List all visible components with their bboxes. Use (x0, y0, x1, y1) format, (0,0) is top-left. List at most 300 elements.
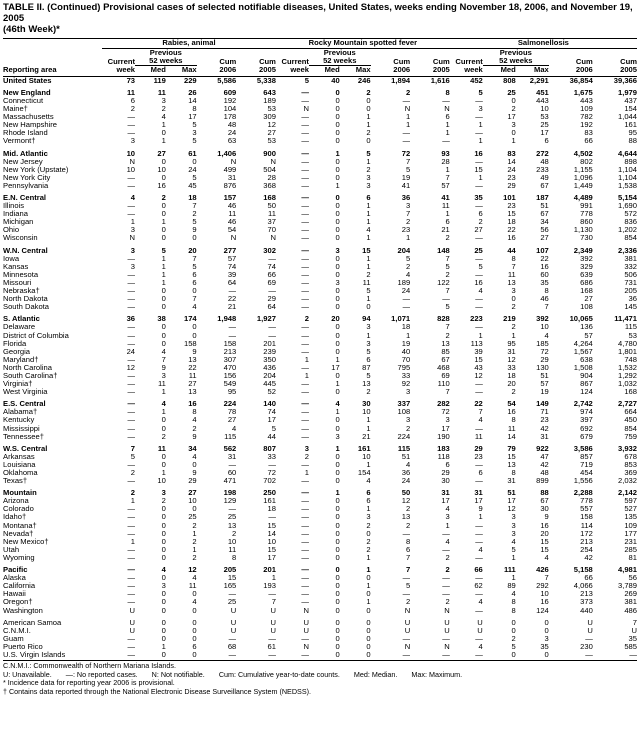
value-cell: 15 (507, 210, 516, 219)
value-cell: 5 (445, 303, 450, 312)
value-cell: 0 (161, 598, 166, 607)
value-cell: — (127, 477, 136, 486)
value-cell: 168 (580, 287, 593, 296)
reporting-area-cell: Oklahoma (3, 469, 38, 477)
value-cell: 486 (624, 606, 637, 615)
value-cell: — (301, 149, 309, 158)
value-cell: — (268, 650, 276, 659)
value-cell: 4 (161, 113, 166, 122)
table-row (3, 332, 637, 340)
value-cell: — (585, 650, 593, 659)
value-cell: 51 (401, 452, 411, 461)
previous-label: Previous (149, 48, 182, 58)
value-cell: 5 (511, 545, 516, 554)
value-cell: 853 (624, 460, 637, 469)
value-cell: 30 (540, 505, 549, 514)
value-cell: 0 (335, 416, 340, 425)
value-cell: 3 (304, 444, 309, 453)
value-cell: 60 (540, 270, 549, 279)
value-cell: 2 (161, 105, 166, 114)
value-cell: 13 (188, 388, 197, 397)
value-cell: — (301, 194, 309, 202)
value-cell: 0 (511, 129, 516, 138)
value-cell: 638 (580, 355, 593, 364)
value-cell: 44 (507, 246, 516, 255)
value-cell: 2 (405, 505, 411, 514)
value-cell: 0 (335, 331, 340, 340)
value-cell: 230 (580, 642, 593, 651)
reporting-area-cell: C.N.M.I. (3, 626, 31, 635)
med-label: Med (135, 66, 166, 77)
value-cell: — (127, 566, 136, 575)
value-cell: 0 (335, 582, 340, 591)
reporting-area-cell: Ohio (3, 226, 20, 235)
value-cell: 85 (441, 347, 450, 356)
value-cell: 639 (580, 270, 593, 279)
value-cell: — (127, 634, 136, 643)
value-cell: — (475, 460, 483, 469)
legend-maximum: Max: Maximum. (411, 669, 463, 679)
value-cell: — (442, 529, 450, 538)
value-cell: 2 (445, 553, 450, 562)
value-cell: 1 (192, 545, 197, 554)
value-cell: 51 (540, 202, 549, 211)
value-cell: 1,292 (617, 371, 637, 380)
value-cell: 1,616 (430, 76, 450, 85)
table-row (3, 461, 637, 469)
value-cell: — (268, 254, 276, 263)
value-cell: — (475, 424, 483, 433)
value-cell: 10 (126, 165, 136, 174)
value-cell: 154 (624, 105, 637, 114)
value-cell: 161 (357, 444, 371, 453)
value-cell: 2 (445, 270, 450, 279)
previous-label: Previous (499, 48, 532, 58)
reporting-area-cell: American Samoa (3, 618, 62, 627)
value-cell: U (587, 618, 593, 627)
value-cell: 3 (161, 489, 166, 498)
value-cell: — (127, 424, 136, 433)
value-cell: 1 (445, 210, 450, 219)
value-cell: — (127, 287, 136, 296)
table-row (3, 348, 637, 356)
value-cell: — (301, 121, 309, 130)
value-cell: 7 (405, 157, 411, 166)
reporting-area-header: Reporting area (3, 66, 102, 77)
value-cell: 0 (161, 618, 166, 627)
value-cell: 643 (263, 88, 276, 97)
value-cell: — (301, 505, 309, 514)
value-cell: 1 (366, 218, 371, 227)
value-cell: 3 (161, 582, 166, 591)
value-cell: 0 (335, 323, 340, 332)
value-cell: 679 (580, 432, 593, 441)
reporting-area-cell: Connecticut (3, 96, 44, 105)
value-cell: 5 (405, 254, 411, 263)
value-cell: 40 (401, 347, 411, 356)
table-row (3, 303, 637, 311)
reporting-area-cell: South Carolina† (3, 371, 58, 380)
table-row (3, 279, 637, 287)
value-cell: 48 (540, 157, 549, 166)
value-cell: N (303, 642, 309, 651)
value-cell: 2,336 (617, 246, 637, 255)
reporting-area-cell: Utah (3, 545, 20, 554)
value-cell: 0 (192, 618, 197, 627)
max-label: Max (340, 66, 371, 77)
value-cell: 572 (624, 210, 637, 219)
table-row (3, 210, 637, 218)
value-cell: 4 (478, 416, 483, 425)
value-cell: 6 (366, 355, 371, 364)
footnotes (3, 660, 637, 696)
value-cell: 3 (405, 416, 411, 425)
week-label: week (276, 66, 309, 77)
value-cell: 2 (366, 88, 371, 97)
value-cell: 29 (507, 181, 516, 190)
weeks52-label: 52 weeks (135, 57, 197, 66)
value-cell: 69 (267, 278, 276, 287)
value-cell: 4,264 (573, 339, 593, 348)
value-cell: — (475, 270, 483, 279)
value-cell: 0 (161, 529, 166, 538)
value-cell: 15 (540, 537, 549, 546)
value-cell: 307 (223, 355, 237, 364)
value-cell: 2 (232, 529, 237, 538)
value-cell: 20 (188, 246, 197, 255)
value-cell: 14 (188, 96, 197, 105)
value-cell: 92 (401, 380, 411, 389)
value-cell: 0 (161, 416, 166, 425)
value-cell: 0 (335, 295, 340, 304)
value-cell: — (301, 262, 309, 271)
value-cell: 6 (544, 137, 549, 146)
value-cell: 0 (335, 218, 340, 227)
value-cell: — (301, 181, 309, 190)
value-cell: 110 (437, 380, 450, 389)
value-cell: 1,532 (617, 363, 637, 372)
value-cell: 185 (536, 339, 549, 348)
value-cell: — (301, 157, 309, 166)
value-cell: 239 (263, 347, 276, 356)
value-cell: 1 (445, 129, 450, 138)
cum-label: Cum (432, 57, 450, 66)
legend-no-cases: —: No reported cases. (65, 669, 138, 679)
value-cell: 101 (503, 194, 516, 202)
footnote-provisional: * Incidence data for reporting year 2006 is provisional. (3, 678, 175, 688)
value-cell: 16 (157, 181, 166, 190)
value-cell: 35 (474, 194, 483, 202)
value-cell: 0 (335, 626, 340, 635)
value-cell: U (129, 626, 136, 635)
value-cell: 7 (478, 408, 483, 417)
value-cell: 201 (263, 566, 276, 575)
reporting-area-cell: Georgia (3, 347, 31, 356)
value-cell: 3 (192, 129, 197, 138)
value-cell: 1,927 (256, 315, 276, 324)
value-cell: — (228, 460, 237, 469)
value-cell: 5 (304, 76, 309, 85)
value-cell: — (442, 590, 450, 599)
value-cell: 0 (335, 287, 340, 296)
value-cell: — (301, 129, 309, 138)
value-cell: 64 (227, 278, 237, 287)
value-cell: 15 (507, 452, 516, 461)
value-cell: 1,690 (617, 202, 637, 211)
value-cell: 7 (511, 262, 516, 271)
value-cell: — (127, 254, 136, 263)
value-cell: 2,142 (617, 489, 637, 498)
value-cell: 114 (580, 521, 593, 530)
value-cell: 10 (267, 537, 276, 546)
value-cell: 782 (580, 113, 593, 122)
value-cell: 10 (157, 477, 166, 486)
week-label: week (450, 66, 483, 77)
value-cell: 17 (441, 497, 450, 506)
value-cell: 0 (335, 642, 340, 651)
value-cell: 24 (401, 287, 411, 296)
table-row (3, 469, 637, 477)
value-cell: — (301, 137, 309, 146)
value-cell: 83 (584, 129, 593, 138)
value-cell: 0 (335, 113, 340, 122)
value-cell: 12 (267, 121, 276, 130)
value-cell: 12 (126, 363, 136, 372)
value-cell: 3 (366, 339, 371, 348)
value-cell: 4 (445, 537, 450, 546)
value-cell: 24 (126, 347, 136, 356)
value-cell: — (442, 574, 450, 583)
value-cell: — (301, 380, 309, 389)
value-cell: 692 (580, 424, 593, 433)
value-cell: — (127, 650, 136, 659)
reporting-area-cell: Nevada† (3, 529, 34, 538)
value-cell: 66 (584, 574, 593, 583)
value-cell: — (301, 96, 309, 105)
value-cell: 2 (366, 270, 371, 279)
year-2006-label: 2006 (371, 66, 411, 77)
legend-not-notifiable: N: Not notifiable. (151, 669, 205, 679)
value-cell: 1,155 (573, 165, 593, 174)
value-cell: 46 (227, 202, 237, 211)
value-cell: 39 (474, 347, 483, 356)
reporting-area-cell: Washington (3, 606, 43, 615)
value-cell: 28 (441, 157, 450, 166)
value-cell: 12 (507, 505, 516, 514)
value-cell: 17 (331, 363, 340, 372)
value-cell: 3 (335, 278, 340, 287)
value-cell: 1 (366, 598, 371, 607)
value-cell: 12 (401, 497, 411, 506)
value-cell: 22 (227, 295, 237, 304)
value-cell: 13 (362, 380, 371, 389)
value-cell: 6 (192, 642, 197, 651)
value-cell: — (301, 246, 309, 255)
value-cell: — (442, 634, 450, 643)
value-cell: 2 (445, 331, 450, 340)
value-cell: 1 (511, 331, 516, 340)
value-cell: 5 (366, 371, 371, 380)
value-cell: 81 (628, 553, 637, 562)
value-cell: 4,644 (617, 149, 637, 158)
value-cell: 0 (335, 634, 340, 643)
value-cell: 213 (223, 347, 237, 356)
value-cell: — (127, 590, 136, 599)
value-cell: — (402, 529, 411, 538)
value-cell: 1 (366, 416, 371, 425)
value-cell: 149 (536, 400, 549, 409)
table-row (3, 453, 637, 461)
value-cell: 0 (192, 323, 197, 332)
value-cell: 33 (401, 371, 411, 380)
value-cell: 5,338 (256, 76, 276, 85)
value-cell: 254 (580, 545, 593, 554)
value-cell: 1 (335, 149, 340, 158)
value-cell: — (127, 371, 136, 380)
value-cell: 67 (540, 210, 549, 219)
value-cell: 12 (188, 566, 197, 575)
value-cell: 35 (628, 634, 637, 643)
value-cell: — (127, 598, 136, 607)
reporting-area-cell: New Hampshire (3, 121, 58, 130)
table-row (3, 234, 637, 242)
value-cell: 1,104 (617, 173, 637, 182)
value-cell: 94 (362, 315, 371, 324)
value-cell: 1,538 (617, 181, 637, 190)
table-row (3, 137, 637, 145)
value-cell: 56 (628, 574, 637, 583)
value-cell: 1 (366, 234, 371, 243)
value-cell: 39 (227, 270, 237, 279)
value-cell: 38 (157, 315, 166, 324)
value-cell: 8 (511, 254, 516, 263)
value-cell: 5,586 (217, 76, 237, 85)
value-cell: 4 (161, 400, 166, 409)
value-cell: 2 (366, 521, 371, 530)
value-cell: 165 (223, 582, 237, 591)
value-cell: 0 (366, 634, 371, 643)
value-cell: 72 (540, 347, 549, 356)
value-cell: 57 (227, 254, 237, 263)
value-cell: — (475, 234, 483, 243)
value-cell: 1 (335, 408, 340, 417)
table-row (3, 538, 637, 546)
value-cell: 4,780 (617, 339, 637, 348)
value-cell: 36 (401, 469, 411, 477)
value-cell: 6 (478, 210, 483, 219)
value-cell: 11 (127, 88, 136, 97)
value-cell: — (301, 545, 309, 554)
value-cell: 0 (161, 634, 166, 643)
value-cell: 3 (511, 521, 516, 530)
value-cell: 2,288 (573, 489, 593, 498)
value-cell: 0 (161, 323, 166, 332)
value-cell: 397 (580, 416, 593, 425)
value-cell: — (127, 339, 136, 348)
value-cell: 31 (227, 173, 237, 182)
value-cell: 450 (624, 416, 637, 425)
value-cell: 1 (335, 355, 340, 364)
table-row (3, 582, 637, 590)
value-cell: 3 (130, 137, 136, 146)
value-cell: 0 (335, 226, 340, 235)
value-cell: 4 (192, 303, 197, 312)
value-cell: 0 (366, 626, 371, 635)
value-cell: 27 (227, 416, 237, 425)
table-row (3, 271, 637, 279)
value-cell: 11 (228, 210, 237, 219)
table-row (3, 380, 637, 388)
value-cell: — (442, 582, 450, 591)
reporting-area-cell: W.N. Central (3, 246, 48, 255)
value-cell: 506 (624, 270, 637, 279)
value-cell: 4 (405, 460, 411, 469)
value-cell: — (475, 129, 483, 138)
value-cell: 2 (130, 469, 136, 477)
reporting-area-cell: Oregon† (3, 598, 33, 607)
value-cell: 443 (580, 96, 593, 105)
value-cell: 0 (161, 129, 166, 138)
value-cell: — (629, 650, 637, 659)
table-row (3, 513, 637, 521)
value-cell: U (404, 626, 411, 635)
value-cell: 7 (632, 618, 637, 627)
value-cell: 6 (366, 194, 371, 202)
reporting-area-cell: Iowa (3, 254, 20, 263)
value-cell: 0 (366, 590, 371, 599)
reporting-area-cell: Delaware (3, 323, 36, 332)
value-cell: 1,449 (573, 181, 593, 190)
value-cell: 19 (540, 388, 549, 397)
value-cell: — (228, 505, 237, 514)
value-cell: 0 (161, 339, 166, 348)
value-cell: 0 (335, 129, 340, 138)
value-cell: — (475, 537, 483, 546)
value-cell: 31 (507, 477, 516, 486)
value-cell: 22 (474, 400, 483, 409)
value-cell: 9 (192, 226, 197, 235)
table-title (0, 0, 640, 35)
value-cell: 0 (192, 505, 197, 514)
value-cell: 0 (161, 545, 166, 554)
value-cell: 26 (188, 88, 197, 97)
value-cell: 1,567 (573, 347, 593, 356)
value-cell: 1 (366, 210, 371, 219)
value-cell: 108 (397, 408, 411, 417)
value-cell: — (228, 323, 237, 332)
value-cell: U (230, 606, 237, 615)
value-cell: 16 (507, 408, 516, 417)
value-cell: — (475, 574, 483, 583)
table-row (3, 619, 637, 627)
value-cell: 10 (540, 590, 549, 599)
footnote-cnmi: C.N.M.I.: Commonwealth of Northern Mariana Islands. (3, 661, 176, 671)
value-cell: — (475, 477, 483, 486)
value-cell: 219 (503, 315, 516, 324)
value-cell: 204 (263, 371, 276, 380)
value-cell: 193 (263, 582, 276, 591)
value-cell: 0 (192, 460, 197, 469)
value-cell: 2,291 (529, 76, 549, 85)
value-cell: 759 (624, 432, 637, 441)
value-cell: 0 (335, 598, 340, 607)
value-cell: — (228, 634, 237, 643)
value-cell: — (301, 650, 309, 659)
value-cell: 0 (335, 173, 340, 182)
value-cell: 0 (366, 606, 371, 615)
value-cell: 43 (474, 363, 483, 372)
value-cell: N (270, 234, 276, 243)
